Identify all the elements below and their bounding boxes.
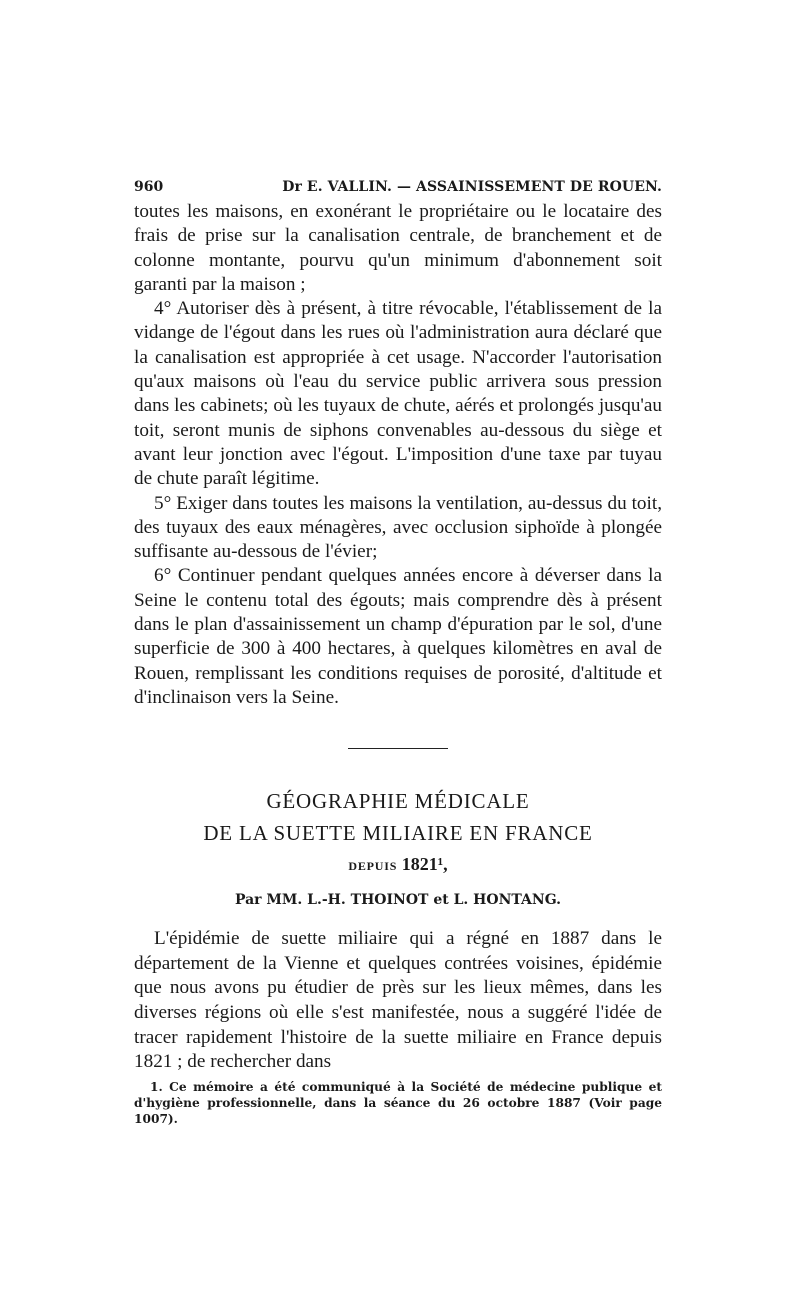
footnote: 1. Ce mémoire a été communiqué à la Société de médecine publique et d'hygiène professionnelle, dans la séance du 26 octobre 1887 (Voir page 1007). <box>134 1079 662 1126</box>
article-authors: Par MM. L.-H. THOINOT et L. HONTANG. <box>234 892 562 909</box>
book-page <box>134 174 662 1127</box>
subtitle-year: 1821 <box>401 854 438 875</box>
paragraph-item-6: 6° Continuer pendant quelques années encore à déverser dans la Seine le contenu total des égouts; mais comprendre dès à présent dans le plan d'assainissement un champ d'épuration par le sol, d'une superficie de 300 à 400 hectares, à quelques kilomètres en aval de Rouen, remplissant les conditions requises de porosité, d'altitude et d'inclinaison vers la Seine. <box>134 565 662 708</box>
article-body <box>134 927 662 1075</box>
paragraph-item-4: 4° Autoriser dès à présent, à titre révocable, l'établissement de la vidange de l'égout dans les rues où l'administration aura déclaré que la canalisation est appropriée à cet usage. N'accorder l'autorisation qu'aux maisons où l'eau du service public arrivera sous pression dans les cabinets; où les tuyaux de chute, aérés et prolongés jusqu'au toit, seront munis de siphons convenables au-dessous du siège et avant leur jonction avec l'égout. L'imposition d'une taxe par tuyau de chute paraît légitime. <box>134 298 662 490</box>
section-divider <box>348 748 448 749</box>
article-title-line-2: DE LA SUETTE MILIAIRE EN FRANCE <box>203 821 593 846</box>
subtitle-prefix: DEPUIS <box>348 859 398 874</box>
page-number: 960 <box>134 179 164 195</box>
section-recommendations <box>134 200 662 710</box>
footnote-mark: ¹, <box>437 854 448 875</box>
article-paragraph: L'épidémie de suette miliaire qui a régné en 1887 dans le département de la Vienne et quelques contrées voisines, épidémie que nous avons pu étudier de près sur les lieux mêmes, dans les diverses régions où elle s'est manifestée, nous a suggéré l'idée de tracer rapidement l'histoire de la suette miliaire en France depuis 1821 ; de rechercher dans <box>134 928 662 1073</box>
article-heading <box>134 785 662 911</box>
paragraph-continuation: toutes les maisons, en exonérant le propriétaire ou le locataire des frais de prise sur la canalisation centrale, de branchement et de colonne montante, pourvu qu'un minimum d'abonnement soit garanti par la maison ; <box>134 201 662 295</box>
running-title: Dr E. VALLIN. — ASSAINISSEMENT DE ROUEN. <box>282 179 662 195</box>
article-title-line-1: GÉOGRAPHIE MÉDICALE <box>266 789 530 814</box>
article-subtitle <box>134 849 662 881</box>
paragraph-item-5: 5° Exiger dans toutes les maisons la ventilation, au-dessus du toit, des tuyaux des eaux ménagères, avec occlusion siphoïde à plongée suffisante au-dessous de l'évier; <box>134 492 662 563</box>
running-head <box>134 174 662 200</box>
